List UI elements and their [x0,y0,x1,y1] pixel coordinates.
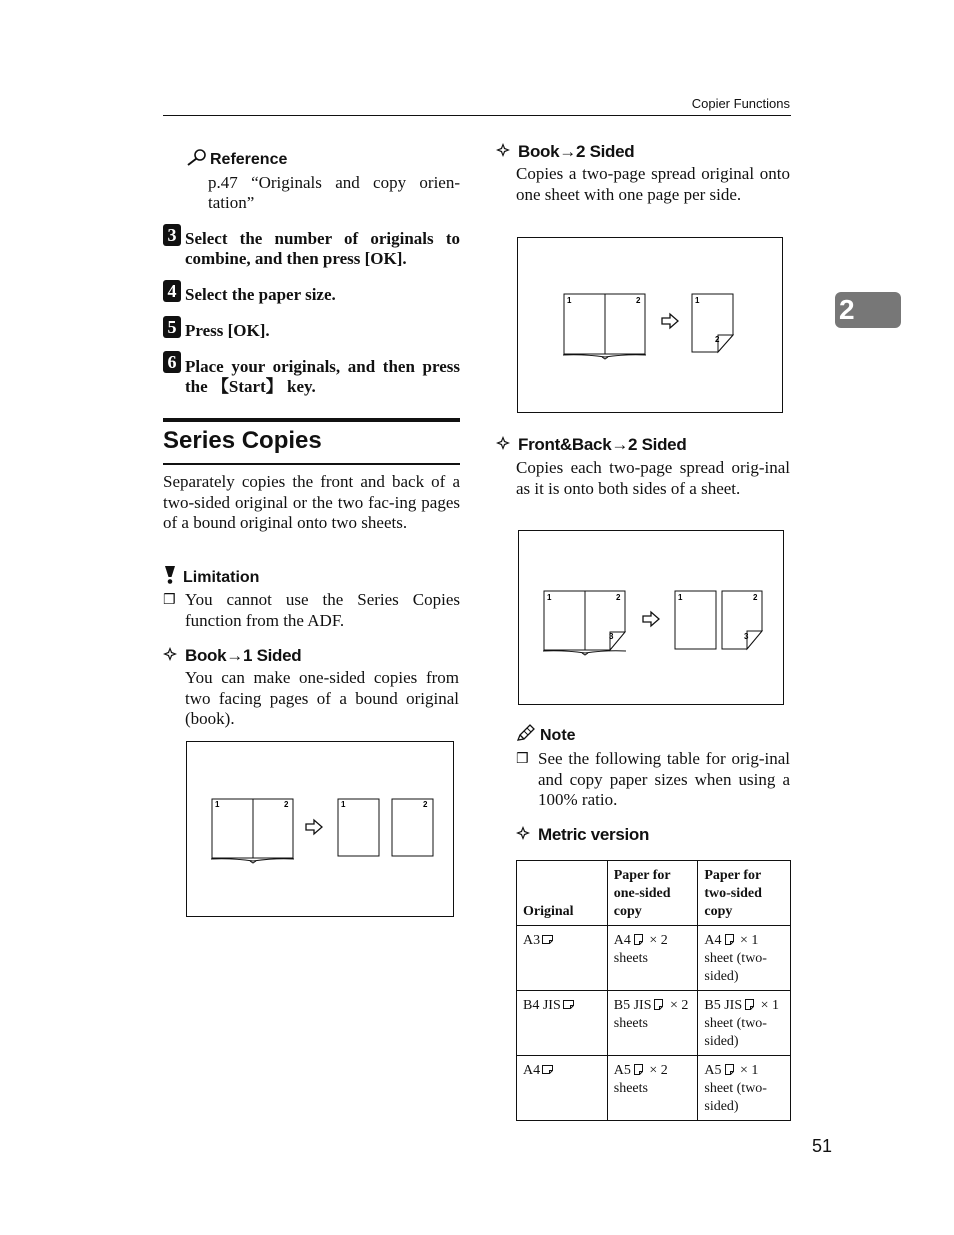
table-cell: B4 JIS [517,991,608,1056]
book-1-sided-figure [186,741,454,917]
portrait-paper-icon [633,934,644,945]
fig-label: 1 [341,800,346,809]
fig-label: 2 [715,335,720,344]
reference-heading [186,148,287,171]
table-cell: A4 × 2 sheets [607,926,698,991]
step-5 [163,316,460,341]
open-book-icon [543,591,626,655]
table-header-row [517,861,791,926]
page-number: 51 [811,1136,832,1156]
table-cell: B5 JIS × 2 sheets [607,991,698,1056]
table-cell: A5 × 2 sheets [607,1056,698,1121]
portrait-paper-icon [633,1064,644,1075]
table-cell: A4 × 1 sheet (two-sided) [698,926,791,991]
reference-title: Reference [210,150,288,168]
chapter-tab: 2 [835,292,901,328]
table-cell: B5 JIS × 1 sheet (two-sided) [698,991,791,1056]
landscape-paper-icon [542,934,553,945]
fig-label: 1 [695,296,700,305]
header-rule [163,115,791,116]
note-heading [516,724,576,747]
table-header: Original [517,861,608,926]
note-item [516,749,790,811]
note-title: Note [540,726,576,744]
step-3 [163,224,460,269]
exclamation-icon [163,565,177,590]
outline-arrow-icon [662,314,678,328]
step-number: 6 [163,351,181,373]
limitation-heading [163,565,259,590]
magnifier-icon [186,148,208,171]
book-2-sided-figure [517,237,783,413]
open-book-icon [563,294,646,359]
step-number: 4 [163,280,181,302]
checkbox-icon: ❒ [163,592,176,608]
outline-arrow-icon [643,612,659,626]
diamond-bullet-icon [496,435,510,455]
landscape-paper-icon [563,999,574,1010]
book-1-sided-heading [163,646,301,666]
fig-label: 3 [744,632,749,641]
book-2-sided-body: Copies a two-page spread original onto one sheet with one page per side. [516,164,790,204]
table-header: Paper for two-sided copy [698,861,791,926]
limitation-title: Limitation [183,568,260,586]
fig-label: 1 [547,593,552,602]
open-book-icon [211,799,294,863]
section-top-rule [163,418,460,422]
step-text: Select the number of originals to combine, and then press [OK]. [185,229,460,268]
outline-arrow-icon [306,820,322,834]
limitation-text: You cannot use the Series Copies function from the ADF. [185,590,460,630]
book-1-sided-body: You can make one-sided copies from two facing pages of a bound original (book). [185,668,459,728]
table-cell: A5 × 1 sheet (two-sided) [698,1056,791,1121]
metric-heading [516,825,649,845]
fig-label: 2 [753,593,758,602]
book-2-sided-title: Book→2 Sided [518,142,635,161]
step-text: Press [OK]. [185,321,270,340]
landscape-paper-icon [542,1064,553,1075]
header-title: Copier Functions [691,96,790,111]
section-body: Separately copies the front and back of a two-sided original or the two fac-ing pages of a bound original onto two sheets. [163,472,460,532]
diamond-bullet-icon [496,142,510,162]
fig-label: 1 [567,296,572,305]
portrait-paper-icon [724,934,735,945]
checkbox-icon: ❒ [516,751,529,767]
note-text: See the following table for orig-inal and copy paper sizes when using a 100% ratio. [538,749,790,809]
table-header: Paper for one-sided copy [607,861,698,926]
fig-label: 3 [609,632,614,641]
step-number: 5 [163,316,181,338]
metric-title: Metric version [538,825,650,844]
fig-label: 1 [678,593,683,602]
section-bottom-rule [163,463,460,465]
size-table [516,860,791,1121]
table-cell: A3 [517,926,608,991]
diamond-bullet-icon [163,646,177,666]
fig-label: 2 [616,593,621,602]
portrait-paper-icon [744,999,755,1010]
step-text: Place your originals, and then press the 【Start】 key. [185,357,460,396]
pencil-icon [516,724,536,747]
front-back-title: Front&Back→2 Sided [518,435,687,454]
step-number: 3 [163,224,181,246]
portrait-paper-icon [653,999,664,1010]
limitation-item [163,590,460,631]
table-row [517,926,791,991]
fig-label: 1 [215,800,220,809]
book-2-sided-heading [496,142,634,162]
section-title: Series Copies [163,427,322,454]
portrait-paper-icon [724,1064,735,1075]
step-4 [163,280,460,305]
diamond-bullet-icon [516,825,530,845]
table-row [517,1056,791,1121]
front-back-heading [496,435,686,455]
table-row [517,991,791,1056]
step-6 [163,351,460,397]
step-text: Select the paper size. [185,285,336,304]
front-back-body: Copies each two-page spread orig-inal as it is onto both sides of a sheet. [516,458,790,498]
reference-text: p.47 “Originals and copy orien-tation” [208,173,460,212]
front-back-figure [518,530,784,705]
table-cell: A4 [517,1056,608,1121]
book-1-sided-title: Book→1 Sided [185,646,302,665]
fig-label: 2 [636,296,641,305]
fig-label: 2 [284,800,289,809]
fig-label: 2 [423,800,428,809]
